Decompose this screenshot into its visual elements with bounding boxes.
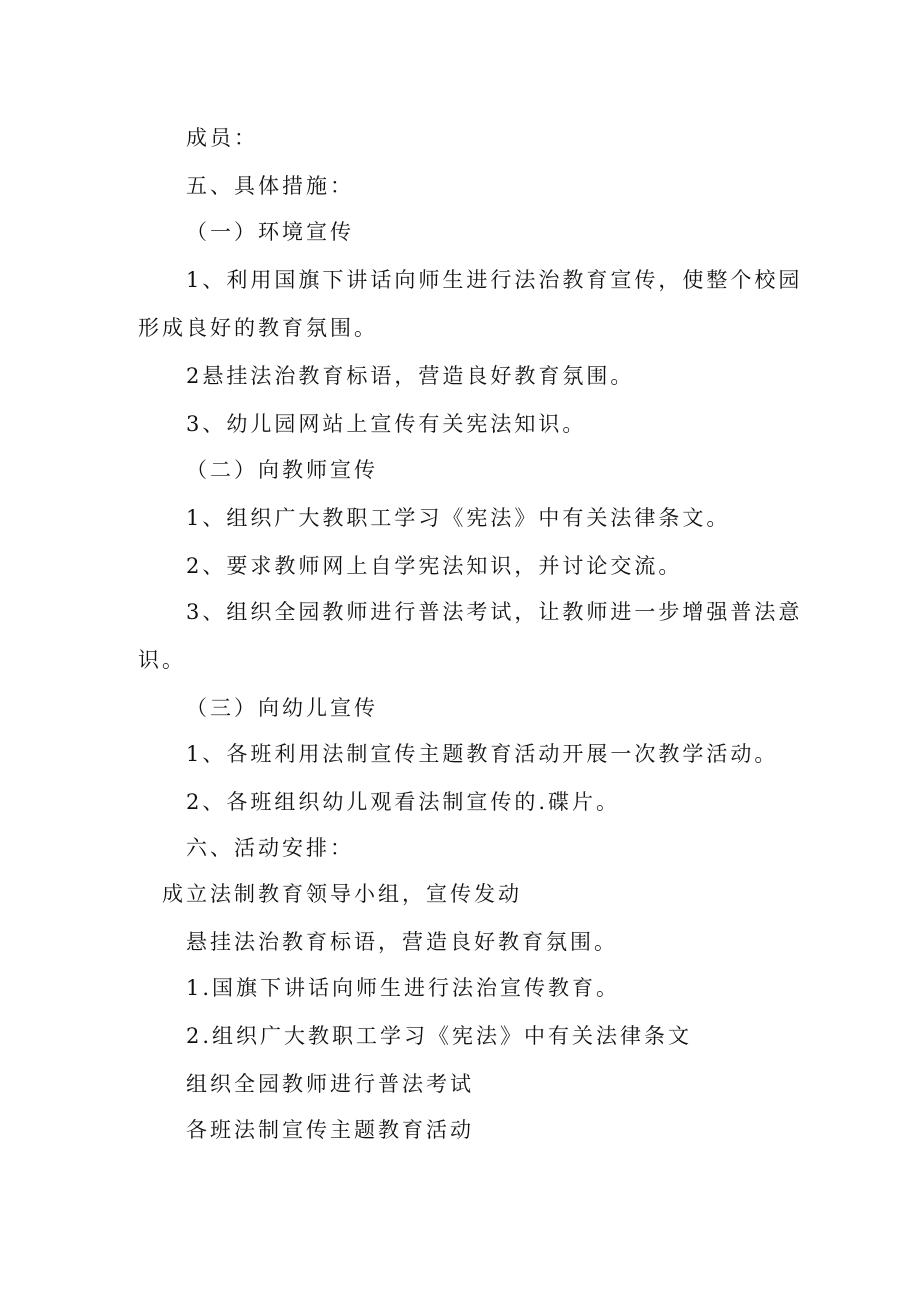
- subsection-heading: （二）向教师宣传: [186, 458, 378, 482]
- text-line: 2.组织广大教职工学习《宪法》中有关法律条文: [186, 1024, 693, 1048]
- text-line: 组织全园教师进行普法考试: [186, 1072, 474, 1096]
- section-heading: 五、具体措施：: [186, 174, 354, 198]
- text-line: 2、要求教师网上自学宪法知识，并讨论交流。: [186, 554, 683, 578]
- text-line: 各班法制宣传主题教育活动: [186, 1118, 474, 1142]
- text-line: 1、各班利用法制宣传主题教育活动开展一次教学活动。: [186, 742, 779, 766]
- text-line: 2悬挂法治教育标语，营造良好教育氛围。: [186, 364, 635, 388]
- text-line: 1、组织广大教职工学习《宪法》中有关法律条文。: [186, 506, 731, 530]
- text-line: 成员：: [186, 126, 258, 150]
- text-line: 成立法制教育领导小组，宣传发动: [162, 882, 522, 906]
- text-line: 悬挂法治教育标语，营造良好教育氛围。: [186, 930, 618, 954]
- text-line: 3、组织全园教师进行普法考试，让教师进一步增强普法意: [186, 600, 803, 624]
- section-heading: 六、活动安排：: [186, 836, 354, 860]
- text-line: 2、各班组织幼儿观看法制宣传的.碟片。: [186, 790, 621, 814]
- text-line: 形成良好的教育氛围。: [138, 316, 378, 340]
- text-line: 1.国旗下讲话向师生进行法治宣传教育。: [186, 976, 621, 1000]
- subsection-heading: （三）向幼儿宣传: [186, 696, 378, 720]
- subsection-heading: （一）环境宣传: [186, 220, 354, 244]
- text-line: 1、利用国旗下讲话向师生进行法治教育宣传，使整个校园: [186, 268, 803, 292]
- text-line: 3、幼儿园网站上宣传有关宪法知识。: [186, 412, 587, 436]
- text-line: 识。: [138, 648, 186, 672]
